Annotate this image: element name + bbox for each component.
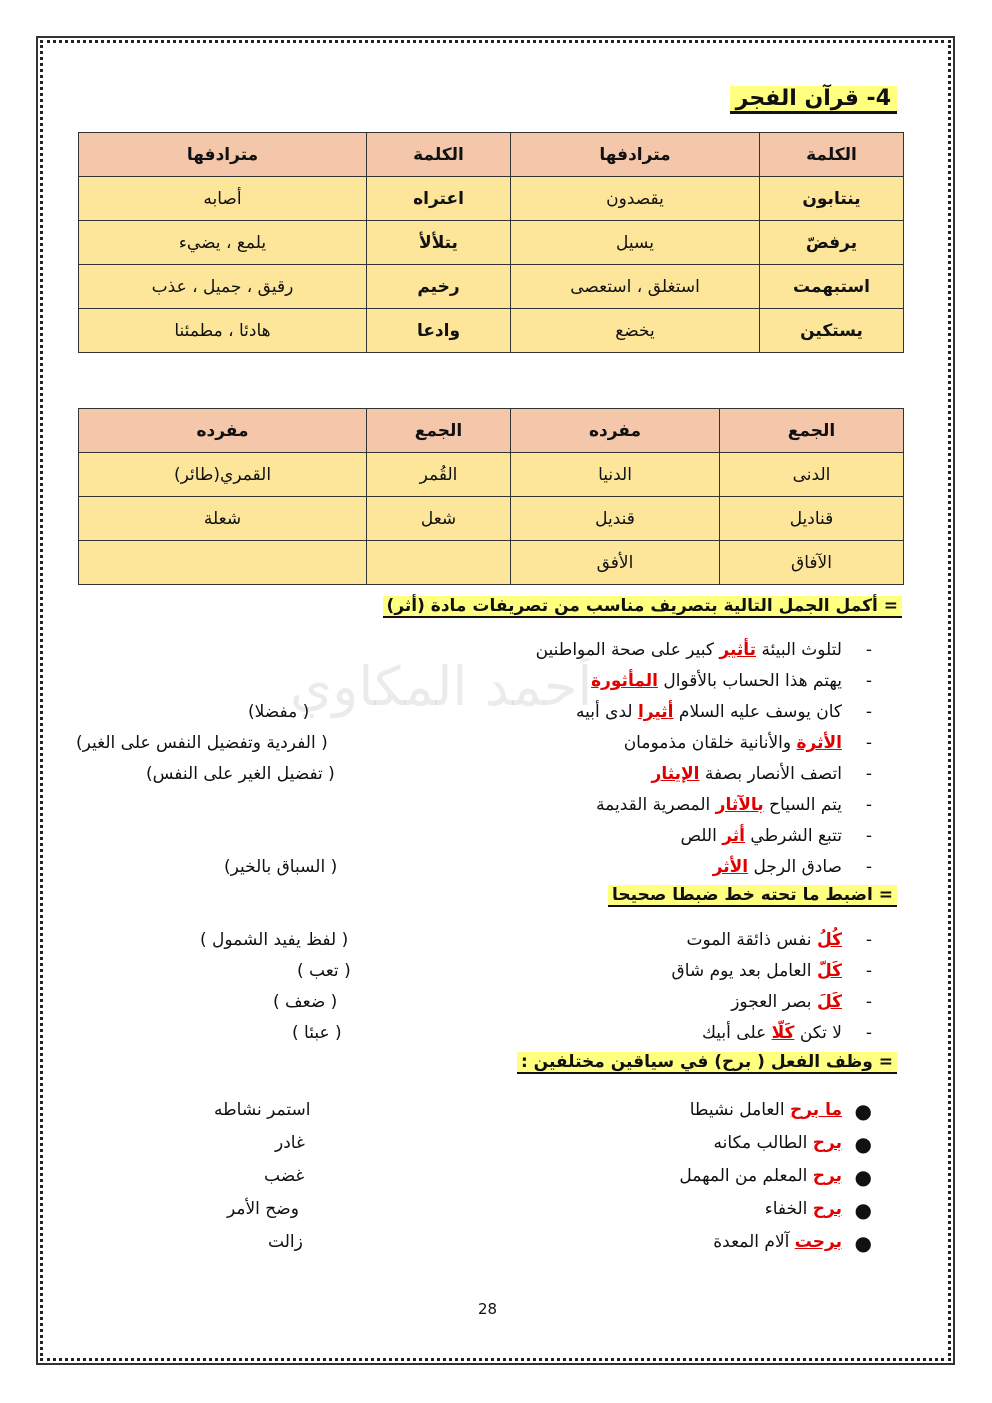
table-row bbox=[79, 497, 904, 541]
exercise-line: - صادق الرجل الأثر bbox=[712, 857, 872, 877]
exercise-line: - تتبع الشرطي أثر اللص bbox=[680, 826, 872, 846]
exercise-line: - كَلَ بصر العجوز bbox=[731, 992, 872, 1012]
dash-marker: - bbox=[865, 764, 872, 784]
plural-table bbox=[78, 408, 904, 585]
dash-marker: - bbox=[865, 992, 872, 1012]
exercise-line: - يهتم هذا الحساب بالأقوال المأثورة bbox=[591, 671, 872, 691]
synonym-cell: أصابه bbox=[79, 177, 367, 221]
header-cell: الجمع bbox=[367, 409, 511, 453]
table-row bbox=[79, 541, 904, 585]
synonym-cell: يخضع bbox=[511, 309, 760, 353]
list-item: ● برح الطالب مكانه bbox=[713, 1132, 872, 1156]
table-row bbox=[79, 265, 904, 309]
synonym-cell: يسيل bbox=[511, 221, 760, 265]
header-cell: مفرده bbox=[79, 409, 367, 453]
exercise-line: - يتم السياح بالآثار المصرية القديمة bbox=[596, 795, 872, 815]
synonym-cell: رقيق ، جميل ، عذب bbox=[79, 265, 367, 309]
dash-marker: - bbox=[865, 930, 872, 950]
explanation-note: ( عبئا ) bbox=[292, 1023, 342, 1043]
meaning-text: غادر bbox=[275, 1133, 305, 1153]
header-cell: الكلمة bbox=[367, 133, 511, 177]
dash-marker: - bbox=[865, 671, 872, 691]
plural-cell bbox=[367, 541, 511, 585]
table-header-row bbox=[79, 133, 904, 177]
exercise-line: - كُلُ نفس ذائقة الموت bbox=[686, 930, 872, 950]
singular-cell: قنديل bbox=[511, 497, 720, 541]
header-cell: مترادفها bbox=[511, 133, 760, 177]
plural-cell: قناديل bbox=[720, 497, 904, 541]
explanation-note: ( مفضلا) bbox=[248, 702, 310, 722]
dash-marker: - bbox=[865, 857, 872, 877]
dash-marker: - bbox=[865, 1023, 872, 1043]
section-heading-diacritics: = اضبط ما تحته خط ضبطا صحيحا bbox=[608, 885, 897, 907]
singular-cell: الأفق bbox=[511, 541, 720, 585]
table-row bbox=[79, 453, 904, 497]
exercise-line: - كَلّ العامل بعد يوم شاق bbox=[671, 961, 872, 981]
table-row bbox=[79, 309, 904, 353]
table-row bbox=[79, 177, 904, 221]
exercise-line: - اتصف الأنصار بصفة الإيثار bbox=[651, 764, 872, 784]
synonym-cell: استغلق ، استعصى bbox=[511, 265, 760, 309]
list-item: ● برح المعلم من المهمل bbox=[679, 1165, 872, 1189]
dash-marker: - bbox=[865, 961, 872, 981]
synonym-cell: يقصدون bbox=[511, 177, 760, 221]
explanation-note: ( السباق بالخير) bbox=[224, 857, 338, 877]
bullet-icon: ● bbox=[854, 1099, 872, 1123]
singular-cell: شعلة bbox=[79, 497, 367, 541]
singular-cell: الدنيا bbox=[511, 453, 720, 497]
list-item: ● ما برح العامل نشيطا bbox=[689, 1099, 872, 1123]
word-cell: ينتابون bbox=[760, 177, 904, 221]
bullet-icon: ● bbox=[854, 1132, 872, 1156]
exercise-line: - كان يوسف عليه السلام أثيرا لدى أبيه bbox=[576, 702, 872, 722]
exercise-line: - الأثرة والأنانية خلقان مذمومان bbox=[623, 733, 872, 753]
word-cell: وادعا bbox=[367, 309, 511, 353]
dash-marker: - bbox=[865, 795, 872, 815]
watermark: أحمد المكاوي bbox=[290, 655, 593, 718]
exercise-line: - لتلوث البيئة تأثير كبير على صحة المواطنين bbox=[535, 640, 872, 660]
bullet-icon: ● bbox=[854, 1198, 872, 1222]
header-cell: الجمع bbox=[720, 409, 904, 453]
word-cell: رخيم bbox=[367, 265, 511, 309]
synonym-cell: هادئا ، مطمئنا bbox=[79, 309, 367, 353]
section-heading-athar: = أكمل الجمل التالية بتصريف مناسب من تصريفات مادة (أثر) bbox=[383, 596, 902, 618]
table-row bbox=[79, 221, 904, 265]
meaning-text: استمر نشاطه bbox=[214, 1100, 311, 1120]
meaning-text: غضب bbox=[264, 1166, 305, 1186]
meaning-text: زالت bbox=[268, 1232, 303, 1252]
explanation-note: ( ضعف ) bbox=[273, 992, 338, 1012]
bullet-icon: ● bbox=[854, 1231, 872, 1255]
list-item: ● برح الخفاء bbox=[764, 1198, 872, 1222]
plural-cell: الدنى bbox=[720, 453, 904, 497]
explanation-note: ( تفضيل الغير على النفس) bbox=[146, 764, 335, 784]
list-item: ● برحت آلام المعدة bbox=[713, 1231, 872, 1255]
meaning-text: وضح الأمر bbox=[227, 1199, 299, 1219]
dash-marker: - bbox=[865, 826, 872, 846]
dash-marker: - bbox=[865, 702, 872, 722]
singular-cell bbox=[79, 541, 367, 585]
word-cell: يتلألأ bbox=[367, 221, 511, 265]
explanation-note: ( الفردية وتفضيل النفس على الغير) bbox=[76, 733, 328, 753]
plural-cell: الآفاق bbox=[720, 541, 904, 585]
table-header-row bbox=[79, 409, 904, 453]
explanation-note: ( تعب ) bbox=[297, 961, 351, 981]
dash-marker: - bbox=[865, 733, 872, 753]
page-number: 28 bbox=[478, 1300, 498, 1318]
header-cell: مترادفها bbox=[79, 133, 367, 177]
header-cell: الكلمة bbox=[760, 133, 904, 177]
page-title: 4- قرآن الفجر bbox=[730, 86, 897, 114]
word-cell: اعتراه bbox=[367, 177, 511, 221]
word-cell: استبهمت bbox=[760, 265, 904, 309]
plural-cell: القُمر bbox=[367, 453, 511, 497]
word-cell: يرفضّ bbox=[760, 221, 904, 265]
singular-cell: القمري(طائر) bbox=[79, 453, 367, 497]
header-cell: مفرده bbox=[511, 409, 720, 453]
dash-marker: - bbox=[865, 640, 872, 660]
word-cell: يستكين bbox=[760, 309, 904, 353]
exercise-line: - لا تكن كَلّا على أبيك bbox=[701, 1023, 872, 1043]
explanation-note: ( لفظ يفيد الشمول ) bbox=[200, 930, 349, 950]
plural-cell: شعل bbox=[367, 497, 511, 541]
section-heading-verb: = وظف الفعل ( برح) في سياقين مختلفين : bbox=[517, 1052, 897, 1074]
synonym-cell: يلمع ، يضيء bbox=[79, 221, 367, 265]
synonyms-table bbox=[78, 132, 904, 353]
bullet-icon: ● bbox=[854, 1165, 872, 1189]
